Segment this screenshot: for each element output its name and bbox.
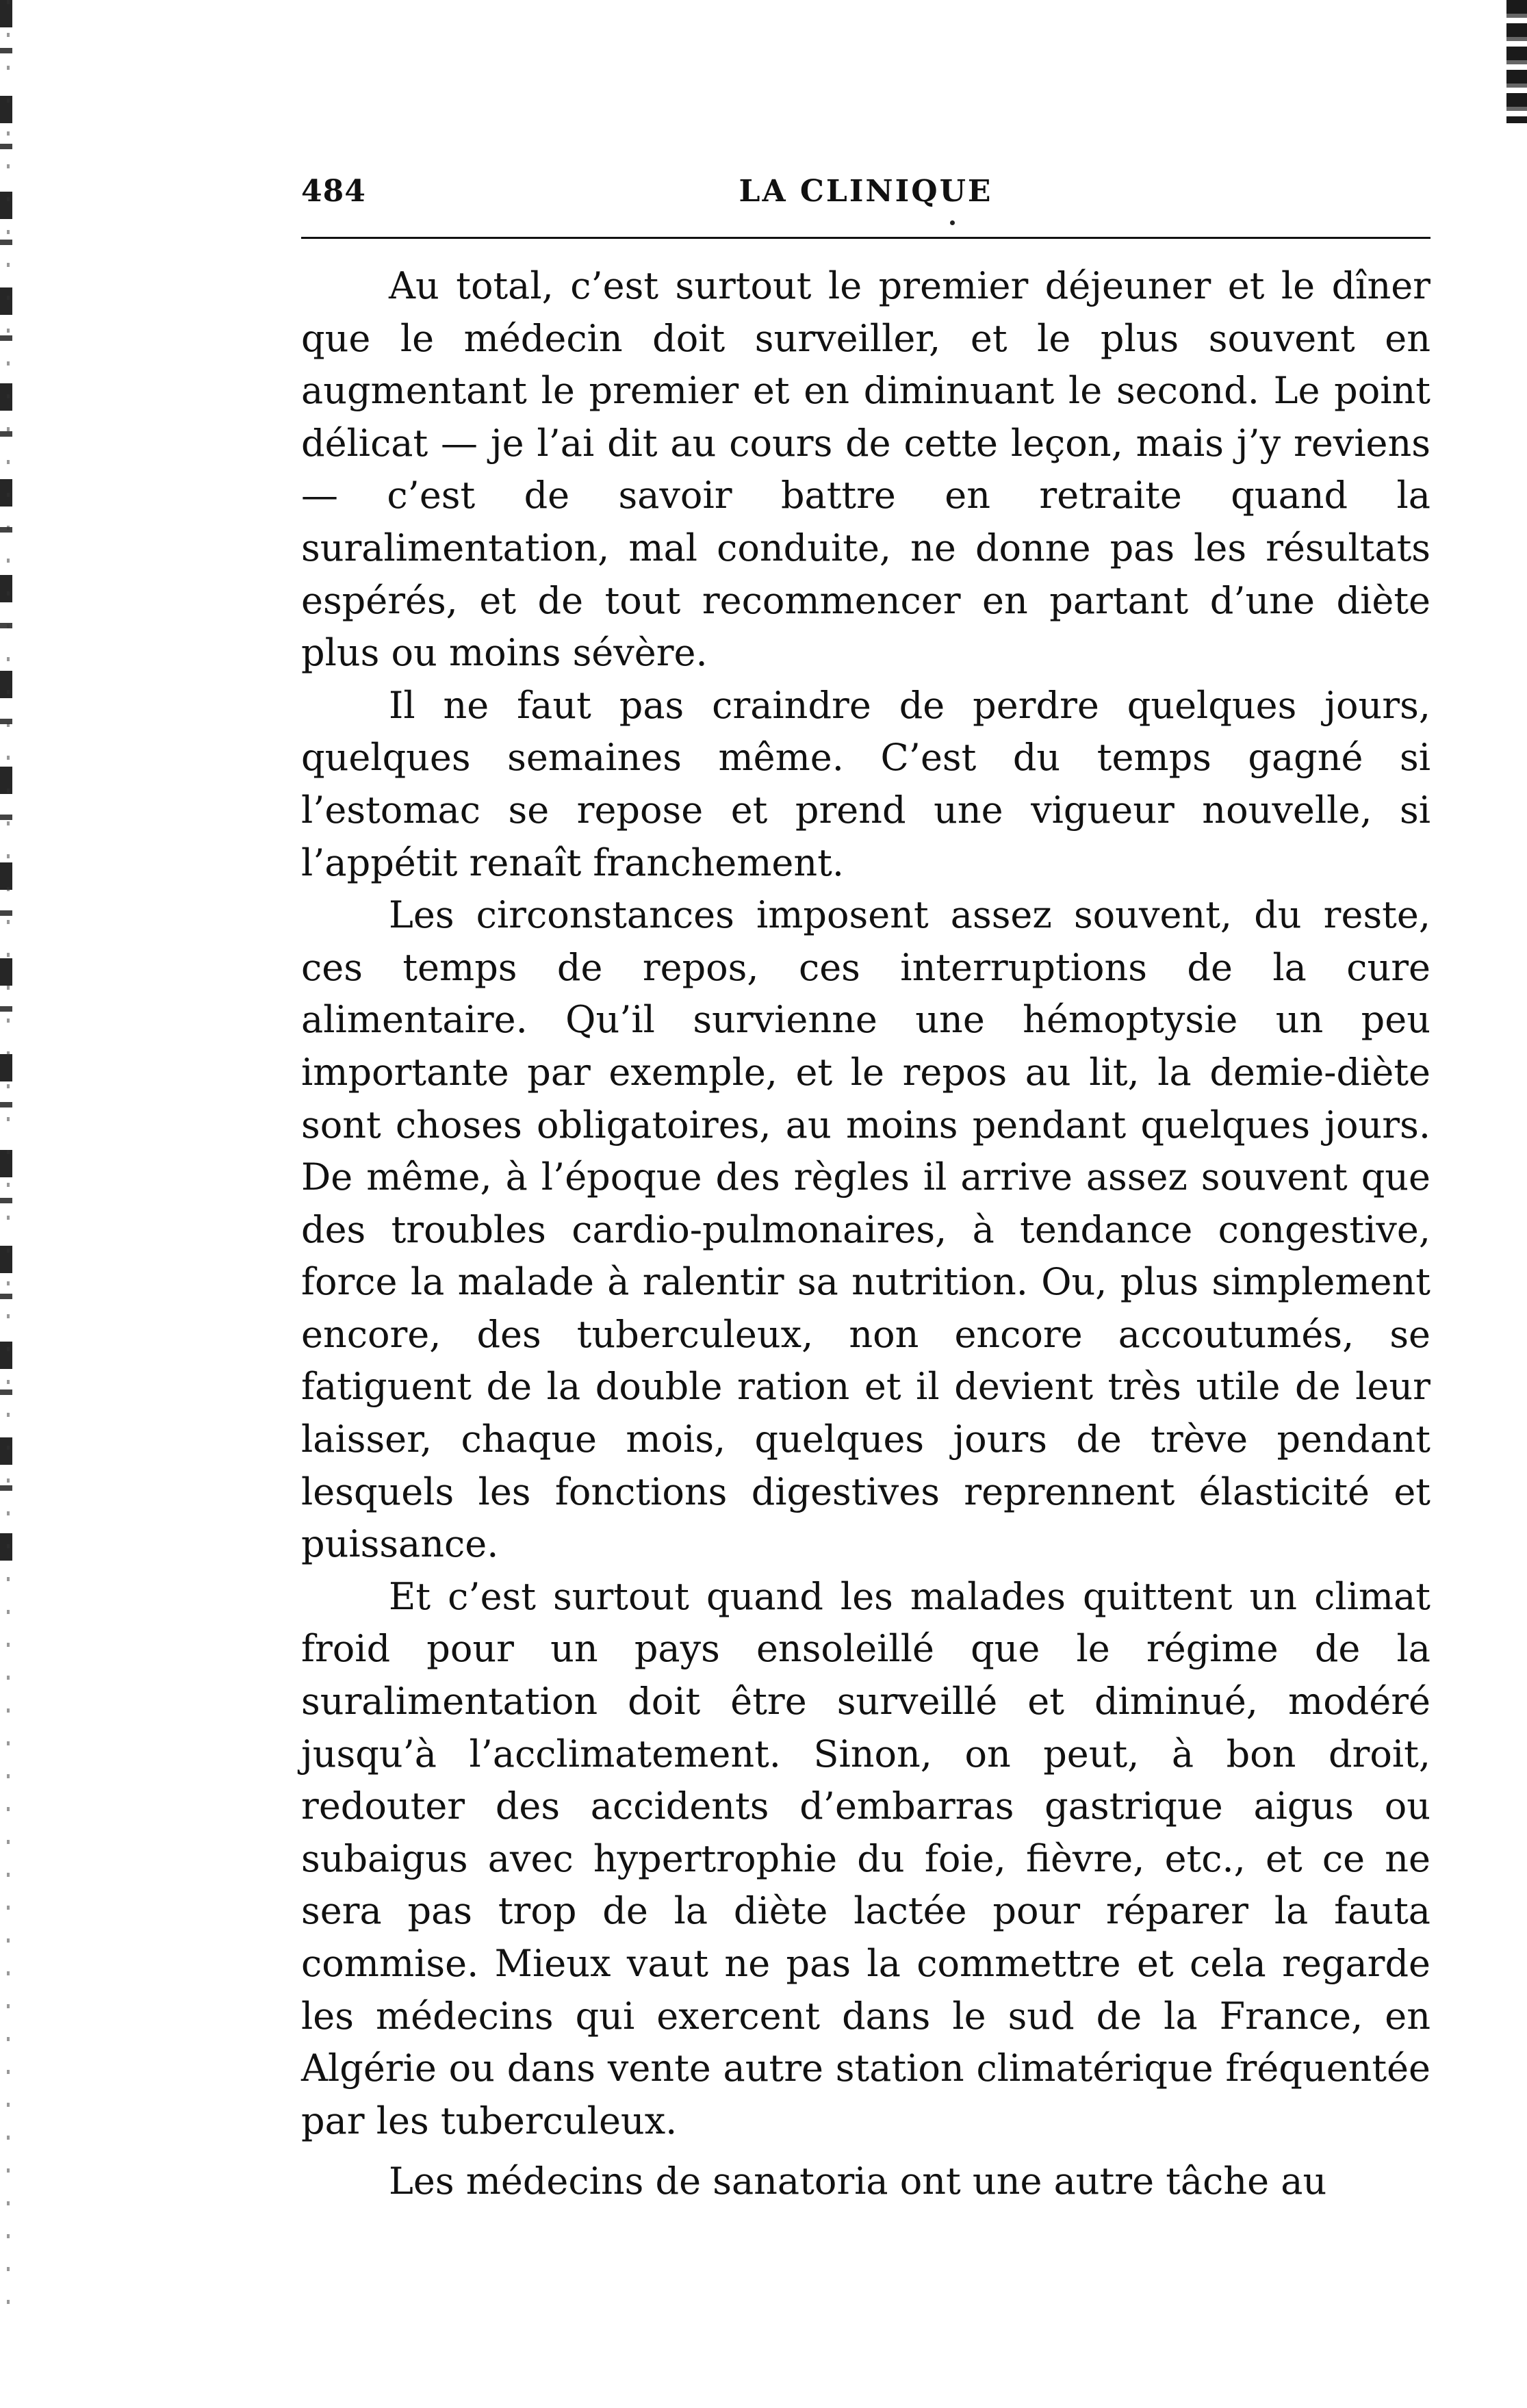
running-header xyxy=(301,164,1430,219)
paragraph-2: Il ne faut pas craindre de perdre quelques jours, quelques semaines même. C’est du temps gagné si l’estomac se repose et prend une vigueur nouvelle, si l’appétit renaît franchement. xyxy=(301,683,1430,884)
scan-edge-right xyxy=(1506,0,1527,123)
running-title: LA CLINIQUE xyxy=(739,174,993,209)
paragraph-5: Les médecins de sanatoria ont une autre tâche au xyxy=(389,2160,1327,2203)
scan-edge-left-specks xyxy=(7,0,10,2327)
paragraph-4: Et c’est surtout quand les malades quittent un climat froid pour un pays ensoleillé que le régime de la suralimentation doit être surveillé et diminué, modéré jusqu’à l’acclimatement. Sinon, on peut, à bon droit, redouter des accidents d’embarras gastrique aigus ou subaigus avec hypertrophie du foie, fièvre, etc., et ce ne sera pas trop de la diète lactée pour réparer la fauta commise. Mieux vaut ne pas la commettre et cela regarde les médecins qui exercent dans le sud de la France, en Algérie ou dans vente autre station climatérique fréquentée par les tuberculeux. xyxy=(301,1574,1430,2142)
header-rule xyxy=(301,237,1430,239)
header-ornament-dot xyxy=(950,220,955,225)
page-number: 484 xyxy=(301,174,366,209)
body-text xyxy=(301,260,1430,2208)
paragraph-3: Les circonstances imposent assez souvent, du reste, ces temps de repos, ces interruptions de la cure alimentaire. Qu’il survienne une hémoptysie un peu importante par exemple, et le repos au lit, la demie-diète sont choses obligatoires, au moins pendant quelques jours. De même, à l’époque des règles il arrive assez souvent que des troubles cardio-pulmonaires, à tendance congestive, force la malade à ralentir sa nutrition. Ou, plus simplement encore, des tuberculeux, non encore accoutumés, se fatiguent de la double ration et il devient très utile de leur laisser, chaque mois, quelques jours de trève pendant lesquels les fonctions digestives reprennent élasticité et puissance. xyxy=(301,893,1430,1566)
scan-edge-left xyxy=(0,0,12,1574)
paragraph-1: Au total, c’est surtout le premier déjeuner et le dîner que le médecin doit surveiller, et le plus souvent en augmentant le premier et en diminuant le second. Le point délicat — je l’ai dit au cours de cette leçon, mais j’y reviens — c’est de savoir battre en retraite quand la suralimentation, mal conduite, ne donne pas les résultats espérés, et de tout recommencer en partant d’une diète plus ou moins sévère. xyxy=(301,264,1430,675)
